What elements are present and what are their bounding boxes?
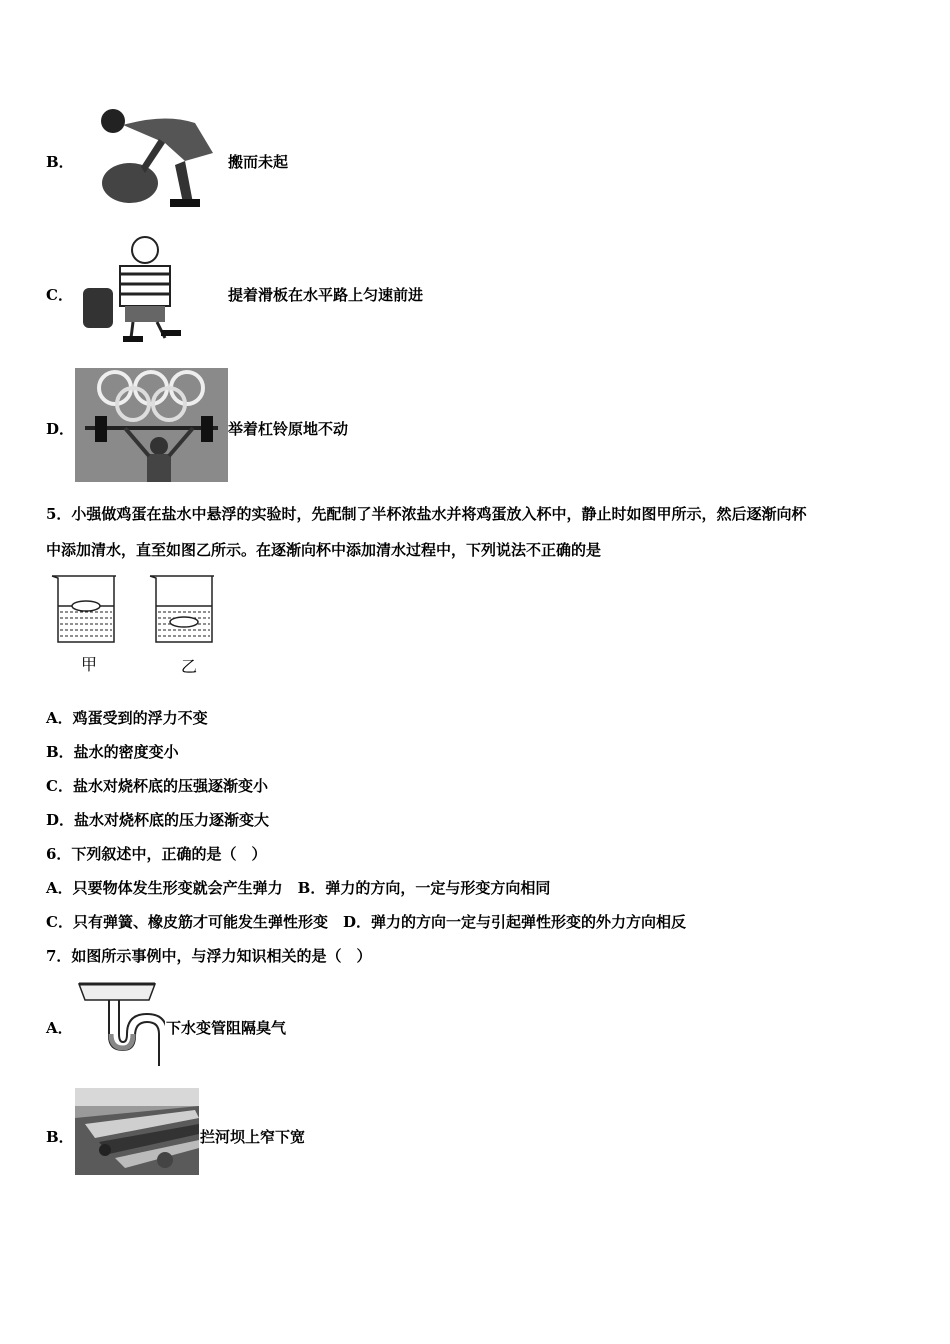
beaker-jia [52, 576, 116, 642]
q4-option-c-text: 提着滑板在水平路上匀速前进 [228, 286, 424, 304]
bending-person-illustration [75, 103, 215, 211]
figure-label-yi: 乙 [181, 657, 198, 676]
q5-option-b: B．盐水的密度变小 [46, 743, 179, 761]
q5-stem-line2: 中添加清水，直至如图乙所示。在逐渐向杯中添加清水过程中，下列说法不正确的是 [46, 541, 602, 559]
drain-trap-pipe-illustration [75, 978, 165, 1068]
q5-option-d: D．盐水对烧杯底的压力逐渐变大 [46, 811, 270, 829]
q6-stem: 6．下列叙述中，正确的是（ ） [46, 845, 267, 863]
q4-option-d-letter: D． [46, 420, 75, 438]
q5-stem-line1: 5．小强做鸡蛋在盐水中悬浮的实验时，先配制了半杯浓盐水并将鸡蛋放入杯中，静止时如图甲所示，然后逐渐向杯 [46, 505, 807, 523]
dam-photo [75, 1088, 199, 1175]
q4-option-b-text: 搬而未起 [228, 153, 289, 171]
q7-option-b-text: 拦河坝上窄下宽 [200, 1128, 306, 1146]
person-carrying-skateboard-illustration [75, 234, 215, 346]
weightlifter-photo [75, 368, 228, 482]
q5-option-a: A．鸡蛋受到的浮力不变 [46, 709, 208, 727]
figure-label-jia: 甲 [81, 655, 98, 674]
q5-option-c: C．盐水对烧杯底的压强逐渐变小 [46, 777, 268, 795]
q7-option-a-text: 下水变管阻隔臭气 [166, 1019, 287, 1037]
q7-stem: 7．如图所示事例中，与浮力知识相关的是（ ） [46, 947, 372, 965]
q4-option-c-letter: C． [46, 286, 73, 304]
beaker-yi [150, 576, 214, 642]
q4-option-b-letter: B． [46, 153, 74, 171]
q7-option-b-letter: B． [46, 1128, 74, 1146]
q6-options-line2: C．只有弹簧、橡皮筋才可能发生弹性形变 D．弹力的方向一定与引起弹性形变的外力方向相反 [46, 913, 686, 931]
q4-option-d-text: 举着杠铃原地不动 [228, 420, 349, 438]
q6-options-line1: A．只要物体发生形变就会产生弹力 B．弹力的方向，一定与形变方向相同 [46, 879, 551, 897]
beaker-figure [46, 572, 226, 678]
q7-option-a-letter: A． [46, 1019, 73, 1037]
